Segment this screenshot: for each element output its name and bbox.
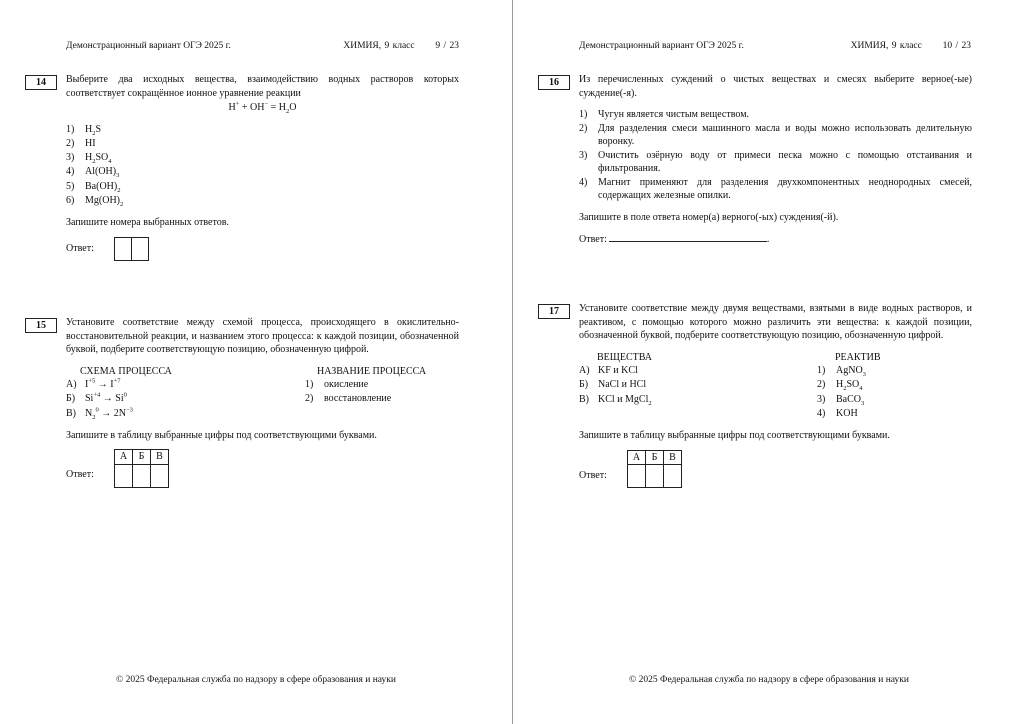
answer-label: Ответ: xyxy=(579,469,607,481)
substances-item: Б) NaCl и HCl xyxy=(579,379,647,391)
option: 4) $Al(OH)_3$ xyxy=(66,166,120,180)
answer-row: Ответ: . xyxy=(579,234,770,245)
header-subject-page xyxy=(343,41,459,51)
statement-list xyxy=(579,108,972,203)
footer: © 2025 Федеральная служба по надзору в сфере образования и науки xyxy=(628,675,909,685)
question-text: Установите соответствие между схемой процесса, происходящего в окислительно-восстановительной реакции, и названием этого процесса: к каждой позиции, обозначенной буквой, подберите соответствующую позицию, обозначенную цифрой. xyxy=(66,317,459,355)
table-header: Б xyxy=(646,450,664,465)
header-page-number: 10 / 23 xyxy=(942,41,971,51)
column-title: НАЗВАНИЕ ПРОЦЕССА xyxy=(317,365,427,377)
answer-label: Ответ: xyxy=(66,243,94,255)
instruction: Запишите в таблицу выбранные цифры под соответствующими буквами. xyxy=(66,429,377,441)
table-header: А xyxy=(115,450,133,465)
question-17 xyxy=(579,302,972,488)
instruction: Запишите номера выбранных ответов. xyxy=(66,217,229,229)
reagent-column xyxy=(817,351,881,422)
answer-row xyxy=(579,450,972,489)
question-16 xyxy=(579,73,972,247)
reagent-item: 3) BaCO$_3$ xyxy=(817,393,865,407)
option-list xyxy=(66,123,459,209)
header-exam: Демонстрационный вариант ОГЭ 2025 г. xyxy=(579,41,744,51)
instruction: Запишите в поле ответа номер(а) верного(-ых) суждения(-й). xyxy=(579,211,839,223)
table-header: Б xyxy=(133,450,151,465)
ionic-equation: $H^+ + OH^- = H_2O$ xyxy=(228,100,297,115)
reagent-item: 1) AgNO$_3$ xyxy=(817,365,866,378)
instruction: Запишите в таблицу выбранные цифры под соответствующими буквами. xyxy=(579,430,890,442)
answer-cell[interactable] xyxy=(664,465,682,488)
answer-row xyxy=(66,237,459,261)
option: 3) $H_2SO_4$ xyxy=(66,152,112,166)
process-name-item: 2) восстановление xyxy=(305,393,392,405)
answer-cell[interactable] xyxy=(628,465,646,488)
reagent-item: 4) KOH xyxy=(817,407,858,419)
scheme-item: В) $N_2^0 \to 2N^{-3}$ xyxy=(66,406,133,421)
statement: 1) Чугун является чистым веществом. xyxy=(579,109,750,120)
header-subject: ХИМИЯ, 9 класс xyxy=(850,41,922,51)
answer-line[interactable] xyxy=(609,232,767,242)
option: 5) $Ba(OH)_2$ xyxy=(66,180,121,194)
answer-table xyxy=(114,449,169,488)
answer-row xyxy=(66,449,459,488)
header-page-number: 9 / 23 xyxy=(435,41,459,51)
header-subject: ХИМИЯ, 9 класс xyxy=(343,41,415,51)
matching-columns xyxy=(579,351,972,422)
answer-cell[interactable] xyxy=(646,465,664,488)
footer: © 2025 Федеральная служба по надзору в сфере образования и науки xyxy=(115,675,396,685)
answer-cell[interactable] xyxy=(151,464,169,487)
process-name-item: 1) окисление xyxy=(305,379,369,390)
answer-label: Ответ: xyxy=(579,234,607,245)
question-text: Из перечисленных суждений о чистых веществах и смесях выберите верное(-ые) суждение(-я). xyxy=(579,74,972,99)
scheme-item: А) $I^{+5} \to I^{+7}$ xyxy=(66,377,121,390)
answer-cell[interactable] xyxy=(133,464,151,487)
statement: 2) Для разделения смеси машинного масла и воды можно использовать делительную воронку. xyxy=(579,122,972,147)
question-15 xyxy=(66,316,459,488)
reagent-item: 2) $H_2SO_4$ xyxy=(817,379,863,393)
table-header: В xyxy=(664,450,682,465)
column-title: РЕАКТИВ xyxy=(835,351,881,363)
substances-item: В) KCl и MgCl$_2$ xyxy=(579,393,652,407)
substances-item: А) KF и KCl xyxy=(579,365,638,376)
option: 1) $H_2S$ xyxy=(66,123,102,137)
answer-table xyxy=(627,450,682,489)
question-number: 17 xyxy=(538,304,570,319)
header-exam: Демонстрационный вариант ОГЭ 2025 г. xyxy=(66,41,231,51)
table-header: А xyxy=(628,450,646,465)
answer-label: Ответ: xyxy=(66,469,94,481)
table-header: В xyxy=(151,450,169,465)
question-14 xyxy=(66,73,459,261)
statement: 4) Магнит применяют для разделения двухкомпонентных неоднородных смесей, содержащих железные опилки. xyxy=(579,176,972,201)
matching-columns xyxy=(66,365,459,421)
question-text: Выберите два исходных вещества, взаимодействию водных растворов которых соответствует сокращённое ионное уравнение реакции xyxy=(66,74,459,99)
question-number: 14 xyxy=(25,75,57,90)
question-text: Установите соответствие между двумя веществами, взятыми в виде водных растворов, и реактивом, с помощью которого можно различить эти вещества: к каждой позиции, обозначенной буквой, подберите соответствующую позицию, обозначенную цифрой. xyxy=(579,303,972,341)
answer-cell[interactable] xyxy=(114,237,132,261)
statement: 3) Очистить озёрную воду от примеси песка можно с помощью отстаивания и фильтрования. xyxy=(579,149,972,174)
header-subject-page xyxy=(851,41,971,51)
option: 6) $Mg(OH)_2$ xyxy=(66,194,124,208)
question-number: 15 xyxy=(25,318,57,333)
answer-cell[interactable] xyxy=(131,237,149,261)
page-10 xyxy=(512,0,1024,724)
column-title: СХЕМА ПРОЦЕССА xyxy=(80,365,172,377)
scheme-item: Б) $Si^{+4} \to Si^0$ xyxy=(66,391,127,405)
answer-cell[interactable] xyxy=(115,464,133,487)
question-number: 16 xyxy=(538,75,570,90)
column-title: ВЕЩЕСТВА xyxy=(597,351,653,363)
process-name-column xyxy=(305,365,426,421)
option: 2) HI xyxy=(66,137,96,149)
substances-column xyxy=(579,351,817,422)
process-scheme-column xyxy=(66,365,305,421)
answer-cells xyxy=(115,237,149,261)
